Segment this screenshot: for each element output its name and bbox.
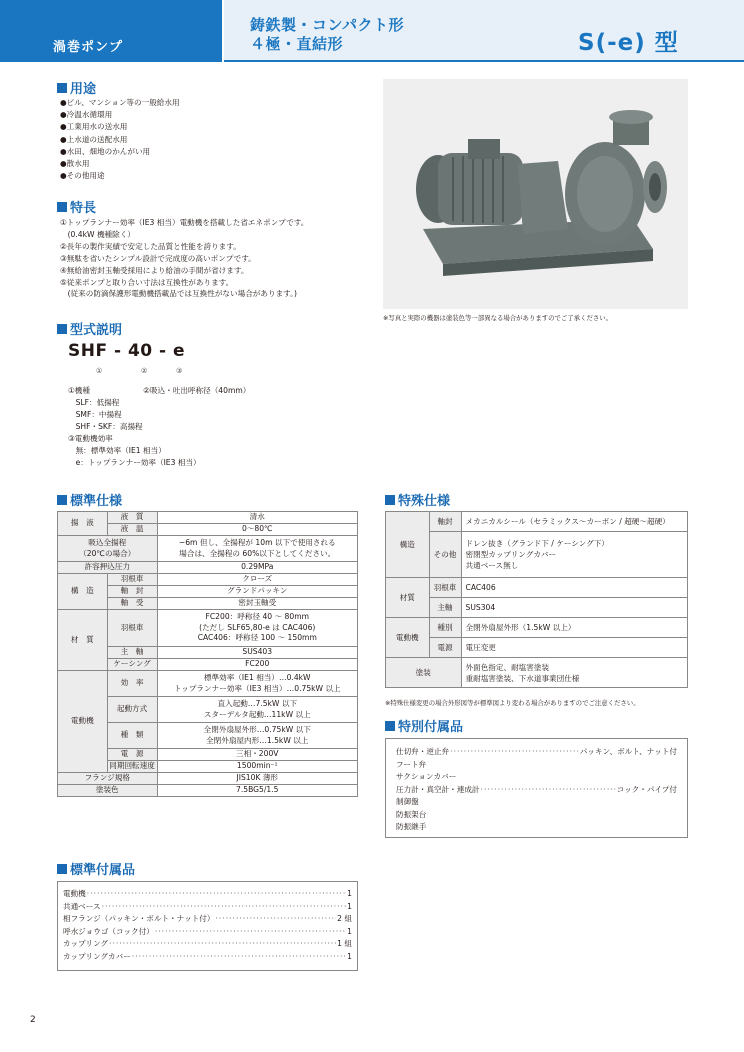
list-item: ④無給油密封玉軸受採用により給油の手間が省けます。 <box>60 265 249 275</box>
code-index-2: ② <box>141 367 148 375</box>
header-subtitle-2: ４極・直結形 <box>250 35 344 53</box>
list-item: ●冷温水循環用 <box>60 110 113 120</box>
section-marker-icon <box>57 324 67 334</box>
list-item: ●その他用途 <box>60 171 105 181</box>
features-title: 特長 <box>57 197 96 216</box>
list-item: ●ビル、マンション等の一般給水用 <box>60 98 180 107</box>
list-item: 仕切弁・逆止弁 ····· パッキン、ボルト、ナット付 <box>396 746 677 759</box>
std-spec-table: 揚 液 液 質 清水 液 温 0〜80℃ 吸込全揚程 （20℃の場合） −6m 但し、全揚程が 10m 以下で使用される 場合は、全揚程の 60%以下としてください。 許容押込圧力 0.29MPa 構 造 羽根車 クローズ 軸 封 グランドパッキン 軸 受 密封玉軸受 材 質 羽根車 FC200：呼称径 40 〜 80mm (ただし SLF65,80-e は CAC406) CAC406：呼称径 100 〜 150mm 主 軸 SUS403 ケーシング FC200 電動機 効 率 標準効率（IE1 相当）…0.4kW トップランナー効率（IE3 相当）…0.75kW 以上 起動方式 直入起動…7.5kW 以下 スターデルタ起動…11kW 以上 種 類 全閉外扇屋外形…0.75kW 以下 全閉外扇屋内形…1.5kW 以上 電 源 三相・200V 同期回転速度 1500min⁻¹ フランジ規格 JIS10K 薄形 塗装色 7.5BG5/1.5 <box>57 511 358 797</box>
uses-title: 用途 <box>57 78 96 97</box>
header-category: 渦巻ポンプ <box>53 40 124 55</box>
list-item: ●散水用 <box>60 159 90 169</box>
code-index-3: ③ <box>176 367 183 375</box>
list-item: カップリング ····· 1 組 <box>63 938 352 951</box>
header-category-band <box>0 0 222 62</box>
photo-note: ※写真と実際の機器は塗装色等一部異なる場合がありますのでご了承ください。 <box>383 314 613 322</box>
list-item: 共通ベース ····· 1 <box>63 901 352 914</box>
list-item: サクションカバー <box>396 772 457 781</box>
list-item: 呼水ジョウゴ（コック付） ····· 1 <box>63 926 352 939</box>
section-marker-icon <box>385 721 395 731</box>
list-item: ●水田、畑地のかんがい用 <box>60 146 151 156</box>
special-spec-note: ※特殊仕様変更の場合外形図等が標準図より変わる場合がありますのでご注意ください。 <box>385 699 640 707</box>
section-marker-icon <box>57 83 67 93</box>
std-spec-title: 標準仕様 <box>57 490 122 509</box>
list-item: ①トップランナー効率（IE3 相当）電動機を搭載した省エネポンプです。 <box>60 218 309 227</box>
list-item: 防振継手 <box>396 822 427 831</box>
list-item: ②長年の製作実績で安定した品質と性能を誇ります。 <box>60 241 241 251</box>
list-item: 防振架台 <box>396 809 427 819</box>
list-item: (従来の防滴保護形電動機搭載品では互換性がない場合があります。) <box>60 289 297 299</box>
list-item: ③無駄を省いたシンプル設計で完成度の高いポンプです。 <box>60 253 256 263</box>
model-desc-text: ①機種 ②吸込・吐出呼称径（40mm） SLF：低揚程 SMF：中揚程 SHF・SKF：高揚程 ③電動機効率 無：標準効率（IE1 相当） e：トップランナー効率（IE3 相当） <box>68 386 251 467</box>
uses-list <box>60 97 180 182</box>
special-acc-title: 特別付属品 <box>385 716 463 735</box>
section-marker-icon <box>57 495 67 505</box>
model-desc-title: 型式説明 <box>57 319 122 338</box>
pump-photo <box>383 79 688 309</box>
list-item: ●工業用水の送水用 <box>60 122 128 132</box>
header-model: S(-e) 型 <box>578 30 679 56</box>
std-acc-title: 標準付属品 <box>57 859 135 878</box>
list-item: フート弁 <box>396 759 427 769</box>
list-item: ●上水道の送配水用 <box>60 134 128 144</box>
features-list <box>60 217 308 300</box>
std-acc-box <box>57 881 358 971</box>
code-index-1: ① <box>96 367 103 375</box>
list-item: 電動機 ····· 1 <box>63 888 352 901</box>
list-item: (0.4kW 機種除く） <box>60 229 135 239</box>
special-acc-box <box>385 738 688 838</box>
header-divider <box>224 60 744 62</box>
list-item: 制御盤 <box>396 797 419 806</box>
header-subtitle-1: 鋳鉄製・コンパクト形 <box>250 16 404 34</box>
section-marker-icon <box>57 202 67 212</box>
pump-illustration <box>383 79 688 309</box>
model-code: SHF - 40 - e <box>68 341 186 361</box>
list-item: 相フランジ（パッキン・ボルト・ナット付） ····· 2 組 <box>63 913 352 926</box>
list-item: カップリングカバー ····· 1 <box>63 951 352 964</box>
section-marker-icon <box>385 495 395 505</box>
list-item: ⑤従来ポンプと取り合い寸法は互換性があります。 <box>60 277 234 287</box>
special-spec-table: 構造 軸封 メカニカルシール（セラミックス〜カーボン / 超硬〜超硬） その他 ドレン抜き（グランド下 / ケーシング下） 密閉型カップリングカバー 共通ベース無し 材質 羽根車 CAC406 主軸 SUS304 電動機 種別 全閉外扇屋外形（1.5kW 以上） 電源 電圧変更 塗装 外面色指定、耐塩害塗装 重耐塩害塗装、下水道事業団仕様 <box>385 511 688 688</box>
list-item: 圧力計・真空計・連成計 ····· コック・パイプ付 <box>396 784 677 797</box>
special-spec-title: 特殊仕様 <box>385 490 450 509</box>
page-number: 2 <box>30 1015 36 1025</box>
section-marker-icon <box>57 864 67 874</box>
